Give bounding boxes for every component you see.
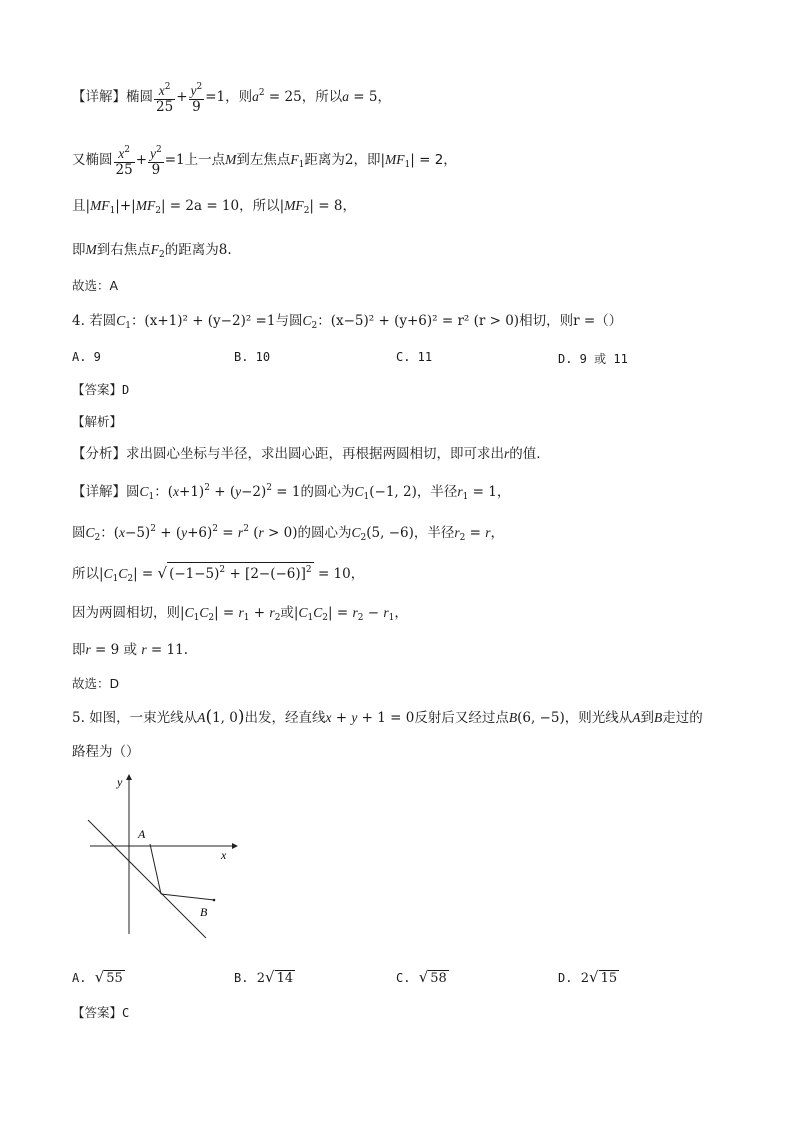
option-value: 15 [600, 971, 618, 986]
option-letter: A. [72, 971, 87, 985]
option-value: 55 [106, 971, 123, 986]
detail-line-ellipse: 【详解】椭圆 $\frac{x^2}{25}$ + $\frac{y^2}{9}$ =1，则$a^2 = 25$，所以a = 5， [72, 82, 391, 115]
q5-option-b: B. 2√ 14 [234, 968, 294, 986]
text: 的值. [509, 446, 541, 462]
text: 圆 [126, 484, 140, 500]
fraction: $\frac{x^2}{25}$ [115, 145, 133, 178]
text: 如图，一束光线从 [89, 710, 198, 726]
text: = 8 [318, 198, 343, 214]
text: . [183, 642, 188, 658]
option-c: C. 11 [396, 350, 433, 364]
question-4: 4. 若圆$C_1$：(x+1)² + (y−2)² =1与圆$C_2$：(x−5)² + (y+6)² = r² (r > 0)相切，则r =（） [72, 313, 623, 331]
text: 因为两圆相切，则 [72, 605, 180, 621]
y-label: y [117, 775, 123, 789]
answer-line-q5 [72, 1003, 754, 1023]
circle-2-equation: ：(x−5)² + (y+6)² = r² (r > 0) [317, 313, 520, 329]
x-axis-arrow [232, 843, 238, 849]
choose-a: 故选：A [72, 278, 119, 293]
text: 且 [72, 198, 86, 214]
detail-circle-2: 圆$C_2$：$(x-5)^2 + (y+6)^2 = r^2$ (r > 0)的圆心为$C_2(5$, −6)，半径$r_2 = r$， [72, 524, 505, 543]
text: 反射后又经过点 [414, 710, 509, 726]
analysis-label: 【分析】 [72, 446, 126, 462]
text: 所以 [72, 566, 99, 582]
text: 若圆 [89, 313, 117, 329]
text: 到 [640, 710, 654, 726]
detail-tag: 【详解】 [72, 89, 126, 105]
text: 2 [344, 152, 354, 168]
text: ，半径 [413, 525, 455, 541]
point-b [213, 899, 216, 902]
fraction: $\frac{y^2}{9}$ [150, 145, 162, 178]
text: 相切，则 [519, 313, 574, 329]
q5-option-c: C. √ 58 [396, 968, 447, 986]
text: 上一点 [184, 152, 226, 168]
text: ，所以 [301, 89, 343, 105]
text: 圆 [72, 525, 86, 541]
focal-sum-line: 且$|MF_1|+|MF_2| = 2a = 10$，所以$|MF_2| = 8$， [72, 198, 356, 216]
text: 到右焦点 [96, 242, 151, 258]
q5-option-d: D. 2√ 15 [558, 968, 618, 986]
text: = 2， [419, 152, 457, 168]
question-number: 5. [72, 710, 85, 726]
option-value: 58 [430, 971, 447, 986]
text: 距离为 [304, 152, 345, 168]
text: 的圆心为 [297, 525, 352, 541]
option-letter: D. [558, 971, 573, 985]
analysis-tag: 【解析】 [72, 414, 123, 429]
text: = 10， [317, 566, 365, 582]
y-axis-arrow [126, 774, 132, 780]
text: ，半径 [416, 484, 458, 500]
option-a: A. 9 [72, 350, 101, 364]
fraction: $\frac{y^2}{9}$ [190, 82, 203, 115]
question-number: 4. [72, 313, 85, 329]
text: 即 [72, 242, 86, 258]
answer-line-q4 [72, 380, 754, 400]
text: 的距离为 [164, 242, 219, 258]
text: 椭圆 [126, 89, 153, 105]
text: ，即 [353, 152, 381, 168]
text: 即 [72, 642, 86, 658]
text: ， [394, 605, 408, 621]
option-b: B. 10 [234, 350, 271, 364]
analysis-summary [72, 444, 754, 464]
text: 的圆心为 [300, 484, 355, 500]
center-distance: 所以$|C_1C_2|$ = √ $(-1-5)^2 + [2-(-6)]^2 = 10$， [72, 564, 365, 584]
detail-circle-1: 【详解】圆$C_1$：$(x+1)^2 + (y-2)^2 = 1$的圆心为$C_1(-1$, 2)，半径$r_1 = 1$， [72, 483, 511, 502]
text: = 2a = 10 [169, 198, 240, 214]
text: 与圆 [275, 313, 303, 329]
answer-tag: 【答案】 [72, 382, 123, 397]
answer-value: D [122, 383, 130, 397]
right-focus-line: 即M到右焦点$F_2$的距离为8. [72, 242, 232, 260]
answer-value: C [122, 1006, 130, 1020]
reflection-figure [80, 772, 240, 942]
option-coef: 2 [256, 971, 265, 986]
option-letter: C. [396, 971, 411, 985]
text: 或 [123, 642, 138, 658]
circle-1-equation: ：(x+1)² + (y−2)² =1 [130, 313, 276, 329]
text: 8. [218, 242, 232, 258]
x-label: x [221, 848, 227, 862]
question-5: 5. 如图，一束光线从A(1, 0)出发，经直线x + y + 1 = 0反射后又经过点B(6, −5)，则光线从A到B走过的 [72, 707, 703, 727]
text: ， [496, 484, 511, 500]
answer-tag: 【答案】 [72, 1005, 123, 1020]
tangent-condition: 因为两圆相切，则$|C_1C_2| = r_1 + r_2$或$|C_1C_2| = r_2 - r_1$， [72, 605, 408, 623]
text: ， [377, 89, 391, 105]
option-coef: 2 [580, 971, 589, 986]
text: ，则光线从 [564, 710, 633, 726]
fraction: $\frac{x^2}{25}$ [156, 82, 174, 115]
text: = 25 [268, 89, 302, 105]
option-letter: B. [234, 971, 249, 985]
mirror-line [88, 820, 206, 938]
question-5-line2: 路程为（） [72, 744, 140, 760]
text: = 5 [353, 89, 378, 105]
a-label: A [138, 827, 146, 841]
text: ， [342, 198, 356, 214]
text: r =（） [573, 313, 623, 329]
detail-tag: 【详解】 [72, 484, 126, 500]
text: =1 [164, 152, 185, 168]
ellipse-focus-line: 又椭圆 $\frac{x^2}{25}$ + $\frac{y^2}{9}$ =1上一点M到左焦点$F_1$距离为2，即$|MF_1| = 2$， [72, 145, 457, 178]
result-r: 即r = 9 或 r = 11. [72, 642, 188, 658]
option-value: 14 [276, 971, 294, 986]
incident-ray [150, 844, 161, 894]
b-label: B [200, 905, 208, 919]
text: 到左焦点 [236, 152, 291, 168]
text: ，则 [225, 89, 253, 105]
q5-option-a: A. √ 55 [72, 968, 123, 986]
text: r [504, 446, 510, 461]
text: ，所以 [239, 198, 280, 214]
text: 出发，经直线 [244, 710, 326, 726]
text: =1 [205, 89, 226, 105]
text: 又椭圆 [72, 152, 113, 168]
choose-d: 故选：D [72, 676, 120, 691]
text: 求出圆心坐标与半径，求出圆心距，再根据两圆相切，即可求出 [126, 446, 504, 462]
reflected-ray [161, 894, 214, 900]
text: 或 [280, 605, 294, 621]
option-d: D. 9 或 11 [558, 352, 628, 366]
text: 走过的 [662, 710, 703, 726]
text: ， [490, 525, 505, 541]
